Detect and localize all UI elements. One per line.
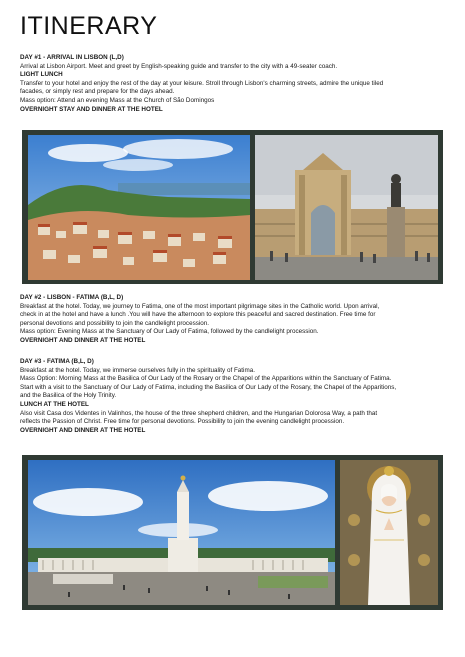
day3-text-3: Start with a visit to the Sanctuary of Our Lady of Fatima, including the Basilica of Our Lady of the Rosary, the Chapel of the Apparitions,: [20, 383, 397, 391]
day3-overnight: OVERNIGHT AND DINNER AT THE HOTEL: [20, 426, 146, 434]
page-title: ITINERARY: [20, 12, 158, 40]
day2-overnight: OVERNIGHT AND DINNER AT THE HOTEL: [20, 336, 146, 344]
day1-heading: DAY #1 - ARRIVAL IN LISBON (L,D): [20, 54, 124, 61]
day1-text-2: Transfer to your hotel and enjoy the rest of the day at your leisure. Stroll through Lisbon's charming streets, admire the unique tiled: [20, 79, 384, 87]
day2-section: [20, 294, 445, 346]
day3-text-2: Mass Option: Morning Mass at the Basilica of Our Lady of the Rosary or the Chapel of the Apparitions within the Sanctuary of Fatima.: [20, 375, 392, 383]
day3-text-1: Breakfast at the hotel. Today, we immerse ourselves fully in the spirituality of Fatima.: [20, 366, 255, 374]
day3-section: [20, 358, 445, 435]
day2-text-4: Mass option: Evening Mass at the Sanctuary of Our Lady of Fatima, followed by the candlelight procession.: [20, 328, 319, 336]
our-lady-of-fatima-statue-image: [340, 460, 438, 605]
day3-lunch: LUNCH AT THE HOTEL: [20, 400, 89, 408]
fatima-sanctuary-image: [28, 460, 335, 605]
day3-text-4: and the Basilica of the Holy Trinity.: [20, 392, 117, 400]
lisbon-panorama-image: [28, 135, 250, 280]
day1-overnight: OVERNIGHT STAY AND DINNER AT THE HOTEL: [20, 105, 163, 113]
commerce-square-arch-image: [255, 135, 438, 280]
day2-heading: DAY #2 - LISBON - FATIMA (B,L, D): [20, 294, 124, 301]
day1-text-4: Mass option: Attend an evening Mass at the Church of São Domingos: [20, 96, 215, 104]
day1-section: [20, 54, 445, 114]
day2-text-3: personal devotions and possibility to join the candlelight procession.: [20, 319, 210, 327]
day1-lunch: LIGHT LUNCH: [20, 71, 63, 79]
day3-text-6: reflects the Passion of Christ. Free time for personal devotions. Possibility to join the evening candlelight procession.: [20, 418, 345, 426]
day2-text-2: check in at the hotel and have a lunch .You will have the afternoon to explore this peaceful and sacred destination. Free time for: [20, 311, 376, 319]
day1-text-3: facades, or simply rest and prepare for the days ahead.: [20, 88, 175, 96]
day2-text-1: Breakfast at the hotel. Today, we journey to Fatima, one of the most important pilgrimage sites in the Catholic world. Upon arrival,: [20, 302, 380, 310]
day1-text-1: Arrival at Lisbon Airport. Meet and greet by English-speaking guide and transfer to the city with a 49-seater coach.: [20, 62, 338, 70]
day3-text-5: Also visit Casa dos Videntes in Valinhos, the house of the three shepherd children, and the Hungarian Dolorosa Way, a path that: [20, 409, 378, 417]
day3-heading: DAY #3 - FATIMA (B,L, D): [20, 358, 94, 365]
